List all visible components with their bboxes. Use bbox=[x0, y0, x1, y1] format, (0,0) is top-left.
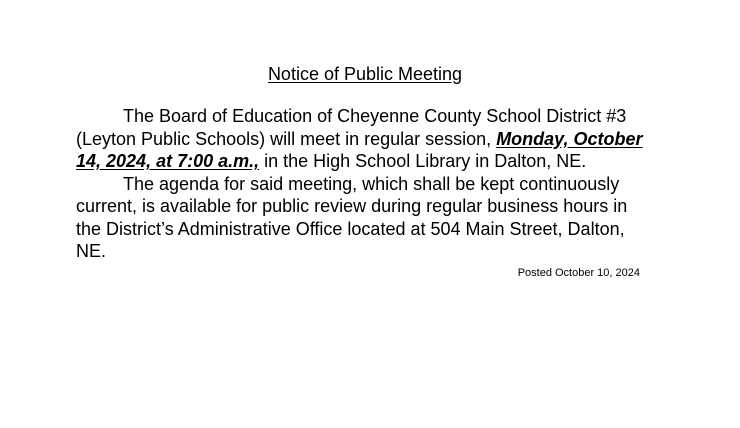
posted-date: Posted October 10, 2024 bbox=[517, 266, 640, 279]
notice-title: Notice of Public Meeting bbox=[267, 64, 463, 84]
agenda-paragraph: The agenda for said meeting, which shall be kept continuously current, is available for public review during regular business hours in the District’s Administrative Office located at 504 Main Street, Dalton, NE. bbox=[76, 173, 628, 261]
meeting-location-text: in the High School Library in Dalton, NE. bbox=[259, 151, 587, 171]
meeting-date-time: Monday, October 14, 2024, at 7:00 a.m., bbox=[76, 128, 643, 171]
meeting-text-intro: The Board of Education of Cheyenne County School District #3 (Leyton Public Schools) will meet in regular session, bbox=[76, 106, 627, 149]
meeting-paragraph bbox=[76, 105, 644, 173]
notice-document bbox=[76, 63, 644, 280]
